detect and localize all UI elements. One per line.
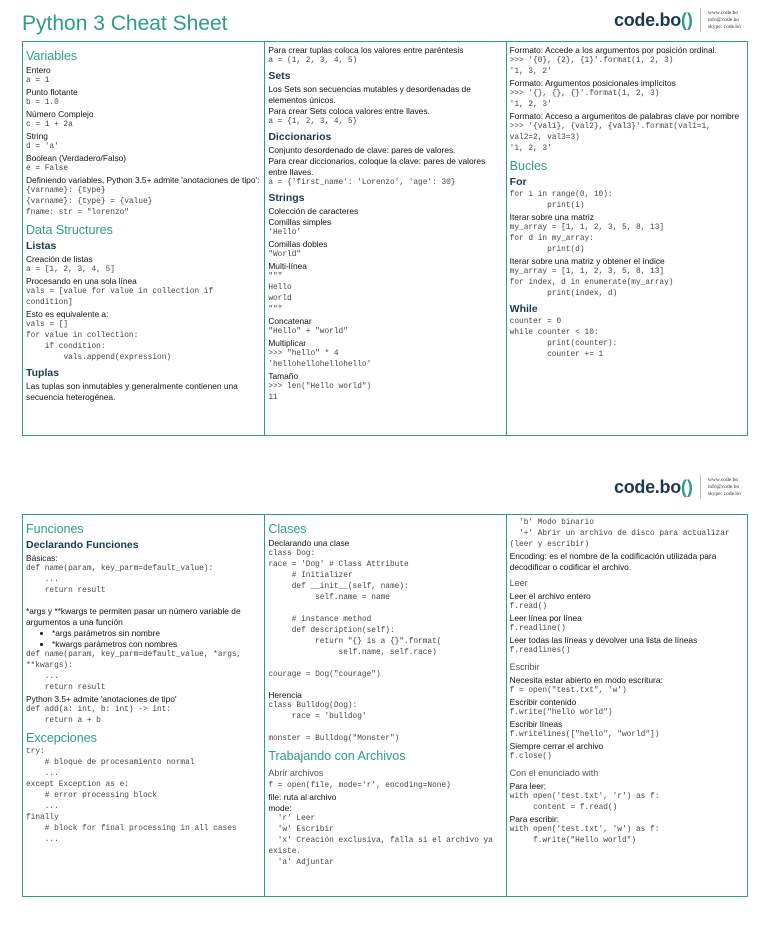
code-block: def name(param, key_parm=default_value, *args, **kwargs): ... return result <box>26 651 242 692</box>
code-block: f = open(file, mode='r', encoding=None) <box>268 782 451 790</box>
text-label: Iterar sobre una matriz y obtener el índice <box>509 256 665 266</box>
code-block: f.readline() <box>509 625 566 633</box>
sheet-panel-1 <box>22 41 748 436</box>
code-block: >>> '{val1}, {val2}, {val3}'.format(val1=1, val2=2, val3=3) '1, 2, 3' <box>509 123 711 153</box>
section-heading: Clases <box>268 522 307 536</box>
text-label: Procesando en una sola línea <box>26 276 137 286</box>
brand-logo <box>614 8 741 32</box>
code-block: def name(param, key_parm=default_value): ... return result <box>26 565 214 595</box>
contact-web: www.code.bo <box>707 476 739 483</box>
bullet-list <box>26 628 261 650</box>
code-block: for i in range(0, 10): print(i) <box>509 191 613 210</box>
code-block: def add(a: int, b: int) -> int: return a + b <box>26 706 172 725</box>
text-label: Definiendo variables, Python 3.5+ admite 'anotaciones de tipo': <box>26 175 260 185</box>
text-label: Creación de listas <box>26 254 93 264</box>
code-block: 'r' Leer 'w' Escribir 'x' Creación exclusiva, falla si el archivo ya existe. 'a' Adjuntar <box>268 815 493 867</box>
minor-heading: Abrir archivos <box>268 768 324 778</box>
text-label: Leer línea por línea <box>509 613 582 623</box>
code-block: """ Hello world """ <box>268 273 292 314</box>
code-block: a = {1, 2, 3, 4, 5} <box>268 118 358 126</box>
code-block: >>> '{}, {}, {}'.format(1, 2, 3) '1, 2, 3' <box>509 90 660 109</box>
subsection-heading: Strings <box>268 192 305 204</box>
logo-divider <box>700 475 701 499</box>
text-label: Boolean (Verdadero/Falso) <box>26 153 127 163</box>
code-block: f = open("test.txt", 'w') <box>509 687 627 695</box>
text-label: Iterar sobre una matriz <box>509 212 594 222</box>
brand-name: code.bo <box>614 476 681 497</box>
contact-info <box>708 10 741 31</box>
code-block: f.write("hello world") <box>509 709 613 717</box>
contact-skype: skype: code.bo <box>707 23 741 30</box>
text-label: Para crear tuplas coloca los valores entre paréntesis <box>268 45 464 55</box>
page-title: Python 3 Cheat Sheet <box>22 12 228 35</box>
text-label: Escribir líneas <box>509 719 563 729</box>
text-label: Las tuplas son inmutables y generalmente contienen una secuencia heterogénea. <box>26 381 238 402</box>
code-block: "World" <box>268 251 302 259</box>
text-label: Entero <box>26 65 51 75</box>
section-heading: Data Structures <box>26 223 113 237</box>
panel-2-column-1 <box>23 515 264 896</box>
code-block: a = (1, 2, 3, 4, 5) <box>268 57 358 65</box>
text-label: Multi-línea <box>268 261 307 271</box>
text-label: Comillas dobles <box>268 239 328 249</box>
code-block: my_array = [1, 1, 2, 3, 5, 8, 13] for index, d in enumerate(my_array) print(index, d) <box>509 268 674 298</box>
code-block: class Dog: race = 'Dog' # Class Attribute # Initializer def __init__(self, name): self.name = name # instance method def description(self): return "{} is a {}".format( self.name, self.race) courage = Dog("courage") <box>268 550 442 679</box>
panel-1-column-1 <box>23 42 264 435</box>
text-label: Leer todas las líneas y devolver una lista de líneas <box>509 635 698 645</box>
section-heading: Funciones <box>26 522 84 536</box>
code-block: 'Hello' <box>268 229 302 237</box>
bullet-item: • *args parámetros sin nombre <box>52 628 261 639</box>
code-block: f.read() <box>509 603 548 611</box>
text-label: Para escribir: <box>509 814 559 824</box>
code-block: e = False <box>26 165 69 173</box>
code-block: >>> '{0}, {2}, {1}'.format(1, 2, 3) '1, 3, 2' <box>509 57 674 76</box>
subsection-heading: While <box>509 303 538 315</box>
contact-email: info@code.bo <box>707 16 740 23</box>
minor-heading: Leer <box>509 578 528 588</box>
text-label: String <box>26 131 48 141</box>
subsection-heading: Listas <box>26 240 57 252</box>
subsection-heading: Diccionarios <box>268 131 332 143</box>
brand-paren: () <box>680 476 693 497</box>
section-heading: Bucles <box>509 159 548 173</box>
code-block: >>> "hello" * 4 'hellohellohellohello' <box>268 350 372 369</box>
contact-web: www.code.bo <box>707 9 739 16</box>
code-block: vals = [value for value in collection if condition] <box>26 288 218 307</box>
spacer <box>268 681 502 690</box>
brand-paren: () <box>680 9 693 30</box>
text-label: Tamaño <box>268 371 299 381</box>
subsection-heading: Tuplas <box>26 367 60 379</box>
contact-info <box>708 477 741 498</box>
panel-1-column-2 <box>264 42 505 435</box>
panel-2-column-2 <box>264 515 505 896</box>
text-label: Siempre cerrar el archivo <box>509 741 604 751</box>
spacer <box>26 597 261 606</box>
code-block: {varname}: {type} {varname}: {type} = {value} fname: str = "lorenzo" <box>26 187 153 217</box>
contact-email: info@code.bo <box>707 483 740 490</box>
code-block: f.writelines(["hello", "world"]) <box>509 731 660 739</box>
text-label: Formato: Acceso a argumentos de palabras clave por nombre <box>509 111 740 121</box>
subsection-heading: Declarando Funciones <box>26 539 139 551</box>
code-block: f.readlines() <box>509 647 571 655</box>
text-label: Esto es equivalente a: <box>26 309 109 319</box>
subsection-heading: For <box>509 176 527 188</box>
text-label: Punto flotante <box>26 87 78 97</box>
text-label: Multiplicar <box>268 338 307 348</box>
text-label: Los Sets son secuencias mutables y desordenadas de elementos únicos. <box>268 84 471 105</box>
text-label: Para crear diccionarios, coloque la clave: pares de valores entre llaves. <box>268 156 486 177</box>
panel-1-column-3 <box>506 42 747 435</box>
code-block: with open('test.txt', 'w') as f: f.write("Hello world") <box>509 826 660 845</box>
subsection-heading: Sets <box>268 70 291 82</box>
brand-name: code.bo <box>614 9 681 30</box>
text-label: Formato: Accede a los argumentos por posición ordinal. <box>509 45 717 55</box>
code-block: d = 'a' <box>26 143 59 151</box>
section-heading: Excepciones <box>26 731 97 745</box>
code-block: a = [1, 2, 3, 4, 5] <box>26 266 115 274</box>
minor-heading: Con el enunciado with <box>509 768 599 778</box>
text-label: Python 3.5+ admite 'anotaciones de tipo' <box>26 694 177 704</box>
section-heading: Trabajando con Archivos <box>268 749 406 763</box>
text-label: Herencia <box>268 690 302 700</box>
text-label: Número Complejo <box>26 109 94 119</box>
text-label: Encoding: es el nombre de la codificación utilizada para decodificar o codificar el archivo. <box>509 551 717 572</box>
text-label: Leer el archivo entero <box>509 591 591 601</box>
code-block: with open('test.txt', 'r') as f: content = f.read() <box>509 793 660 812</box>
text-label: Formato: Argumentos posicionales implícitos <box>509 78 676 88</box>
code-block: class Bulldog(Dog): race = 'bulldog' monster = Bulldog("Monster") <box>268 702 400 743</box>
code-block: f.close() <box>509 753 552 761</box>
code-block: try: # bloque de procesamiento normal ... except Exception as e: # error processing block ... finally # block for final processing in all cases ... <box>26 748 237 844</box>
text-label: Declarando una clase <box>268 538 350 548</box>
code-block: >>> len("Hello world") 11 <box>268 383 372 402</box>
text-label: mode: <box>268 803 292 813</box>
code-block: counter = 0 while counter < 10: print(counter): counter += 1 <box>509 318 618 359</box>
sheet-panel-2 <box>22 514 748 897</box>
code-block: b = 1.0 <box>26 99 59 107</box>
code-block: c = 1 + 2a <box>26 121 73 129</box>
code-block: a = 1 <box>26 77 50 85</box>
text-label: Escribir contenido <box>509 697 577 707</box>
panel-2-column-3 <box>506 515 747 896</box>
brand-logo-2 <box>614 475 741 499</box>
code-block: "Hello" + "world" <box>268 328 348 336</box>
text-label: *args y **kwargs te permiten pasar un número variable de argumentos a una función <box>26 606 241 627</box>
code-block: 'b' Modo binario '+' Abrir un archivo de disco para actualizar (leer y escribir) <box>509 519 730 549</box>
text-label: Comillas simples <box>268 217 332 227</box>
text-label: file: ruta al archivo <box>268 792 337 802</box>
bullet-item: • *kwargs parámetros con nombres <box>52 639 261 650</box>
code-block: my_array = [1, 1, 2, 3, 5, 8, 13] for d in my_array: print(d) <box>509 224 665 254</box>
text-label: Necesita estar abierto en modo escritura: <box>509 675 663 685</box>
code-block: a = {'first_name': 'Lorenzo', 'age': 30} <box>268 179 456 187</box>
code-block: vals = [] for value in collection: if condition: vals.append(expression) <box>26 321 172 362</box>
text-label: Conjunto desordenado de clave: pares de valores. <box>268 145 456 155</box>
text-label: Básicas: <box>26 553 58 563</box>
minor-heading: Escribir <box>509 662 540 672</box>
text-label: Para leer: <box>509 781 546 791</box>
contact-skype: skype: code.bo <box>707 490 741 497</box>
text-label: Para crear Sets coloca valores entre llaves. <box>268 106 430 116</box>
section-heading: Variables <box>26 49 78 63</box>
text-label: Colección de caracteres <box>268 206 359 216</box>
text-label: Concatenar <box>268 316 312 326</box>
logo-divider <box>700 8 701 32</box>
